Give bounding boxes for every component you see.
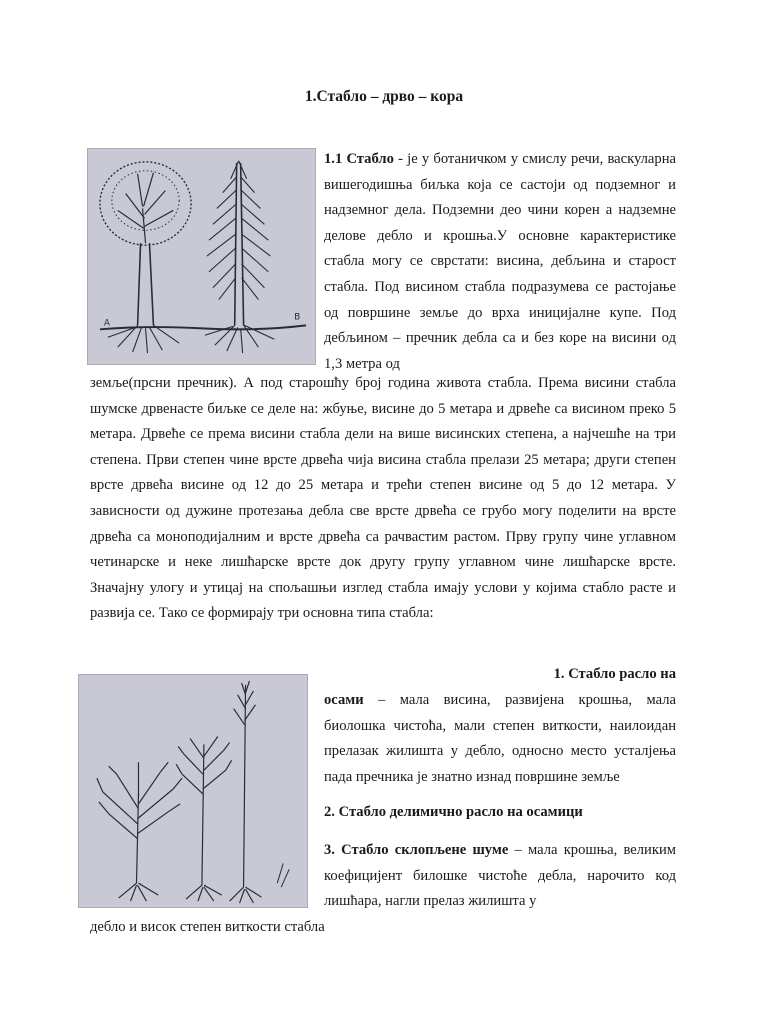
type-1-heading: 1. Стабло расло на (553, 666, 676, 682)
tree-types-svg (79, 675, 307, 907)
artist-mark (277, 863, 289, 887)
tree-partial-open (176, 736, 232, 901)
tree-closed-forest (230, 681, 262, 903)
tree-open-grown (97, 762, 182, 901)
deciduous-roots (108, 325, 179, 353)
section-1-intro-text: - је у ботаничком у смислу речи, васкуларна вишегодишња биљка која се састоји од подземног и надземног дела. Подземни део чини корен а надземне делове дебло и крошња.У основне карактеристике стабла могу се сврстати: висина, дебљина и старост стабла. Под висином стабла подразумева се растојање од површине земље до врха иницијалне купе. Под дебљином – пречник дебла са и без коре на висини од 1,3 метра од (324, 151, 676, 372)
type-3-text: – мала крошња, великим коефицијент билошке чистоће дебла, нарочито код лишћара, нагли прелаз жилишта у (324, 842, 676, 910)
tree-comparison-figure (87, 148, 316, 365)
tree-sketch-svg (88, 149, 315, 364)
section-1-intro (324, 147, 676, 377)
tree-types-figure (78, 674, 308, 908)
conifer-trunk (235, 163, 244, 325)
type-1-term: осами (324, 692, 364, 708)
section-1-body: земље(прсни пречник). А под старошћу број година живота стабла. Према висини стабла шумске дрвенасте биљке се деле на: жбуње, висине до 5 метара и дрвеће са висином преко 5 метара. Дрвеће се према висини стабла дели на више висинских степена, а најчешће на три степена. Први степен чине врсте дрвећа чија висина стабла прелази 25 метара; други степен врсте дрвећа висине од 12 до 25 метара и трећи степен висине од 5 до 12 метара. У зависности од дужине протезања дебла све врсте дрвећа се грубо могу поделити на врсте дрвећа са моноподијалним и врсте дрвећа са рачвастим растом. Прву групу чине углавном четинарске и неке лишћарске врсте док другу групу углавном чине лишћарске врсте. Значајну улогу и утицај на спољашњи изглед стабла имају услови у којима стабло расте и развија се. Тако се формирају три основна типа стабла: (90, 375, 676, 622)
type-3-term: 3. Стабло склопљене шуме (324, 842, 509, 858)
type-1-description (324, 688, 676, 790)
section-1-lead: 1.1 Стабло (324, 151, 394, 167)
type-2-heading: 2. Стабло делимично расло на осамици (324, 804, 583, 820)
type-3-continuation: дебло и висок степен виткости стабла (90, 919, 325, 935)
deciduous-trunk (138, 243, 154, 325)
type-1-text: – мала висина, развијена крошња, мала биолошка чистоћа, мали степен виткости, наилоидан прелазак жилишта у дебло, односно место усталјења пада пречника је знатно изнад површине земље (324, 692, 676, 785)
page-title: 1.Стабло – дрво – кора (304, 88, 464, 105)
deciduous-crown (100, 162, 191, 245)
type-3-description (324, 838, 676, 915)
conifer-crown (207, 161, 270, 300)
label-b: B (294, 312, 301, 323)
label-a: A (103, 318, 111, 329)
